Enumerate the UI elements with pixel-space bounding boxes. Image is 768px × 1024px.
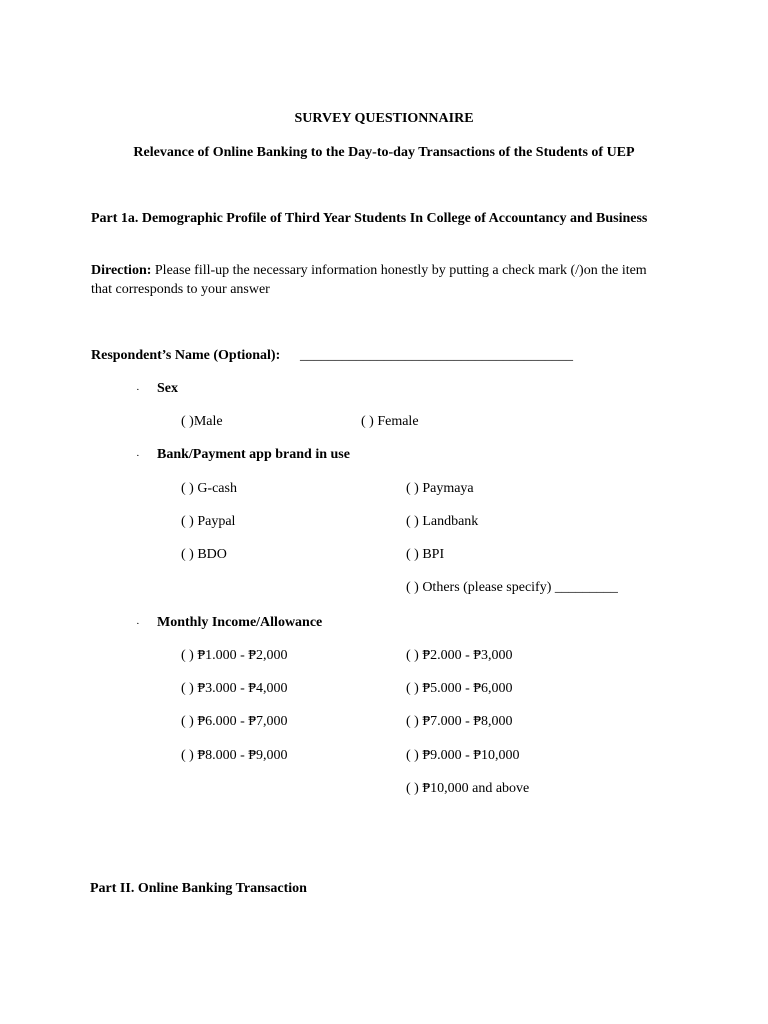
respondent-name-line[interactable]: _______________________________________ <box>300 348 573 363</box>
part1a-heading: Part 1a. Demographic Profile of Third Year Students In College of Accountancy and Business <box>91 211 648 226</box>
page-title: SURVEY QUESTIONNAIRE <box>294 111 474 126</box>
bullet-icon: · <box>136 618 140 630</box>
bullet-icon: · <box>136 384 140 396</box>
income-option-6000-7000[interactable]: ( ) ₱6.000 - ₱7,000 <box>181 714 288 729</box>
sex-option-female[interactable]: ( ) Female <box>361 414 419 429</box>
bank-option-bpi[interactable]: ( ) BPI <box>406 547 445 562</box>
sex-option-male[interactable]: ( )Male <box>181 414 223 429</box>
income-option-7000-8000[interactable]: ( ) ₱7.000 - ₱8,000 <box>406 714 513 729</box>
income-option-5000-6000[interactable]: ( ) ₱5.000 - ₱6,000 <box>406 681 513 696</box>
income-option-8000-9000[interactable]: ( ) ₱8.000 - ₱9,000 <box>181 748 288 763</box>
direction-label: Direction: <box>91 263 152 278</box>
bank-option-landbank[interactable]: ( ) Landbank <box>406 514 479 529</box>
bank-option-others[interactable]: ( ) Others (please specify) _________ <box>406 580 618 595</box>
income-option-2000-3000[interactable]: ( ) ₱2.000 - ₱3,000 <box>406 648 513 663</box>
income-option-1000-2000[interactable]: ( ) ₱1.000 - ₱2,000 <box>181 648 288 663</box>
bank-option-bdo[interactable]: ( ) BDO <box>181 547 227 562</box>
direction-paragraph <box>91 261 671 299</box>
bank-option-gcash[interactable]: ( ) G-cash <box>181 481 237 496</box>
sex-label: Sex <box>157 381 178 396</box>
respondent-name-label: Respondent’s Name (Optional): <box>91 348 281 363</box>
income-option-9000-10000[interactable]: ( ) ₱9.000 - ₱10,000 <box>406 748 520 763</box>
income-label: Monthly Income/Allowance <box>157 615 323 630</box>
income-option-3000-4000[interactable]: ( ) ₱3.000 - ₱4,000 <box>181 681 288 696</box>
bank-option-paypal[interactable]: ( ) Paypal <box>181 514 236 529</box>
bullet-icon: · <box>136 450 140 462</box>
bank-option-paymaya[interactable]: ( ) Paymaya <box>406 481 474 496</box>
income-option-10000-above[interactable]: ( ) ₱10,000 and above <box>406 781 530 796</box>
part2-heading: Part II. Online Banking Transaction <box>90 881 307 896</box>
bank-label: Bank/Payment app brand in use <box>157 447 350 462</box>
direction-text: Please fill-up the necessary information honestly by putting a check mark (/)on the item that corresponds to your answer <box>91 263 647 297</box>
page-subtitle: Relevance of Online Banking to the Day-to-day Transactions of the Students of UEP <box>133 145 635 160</box>
